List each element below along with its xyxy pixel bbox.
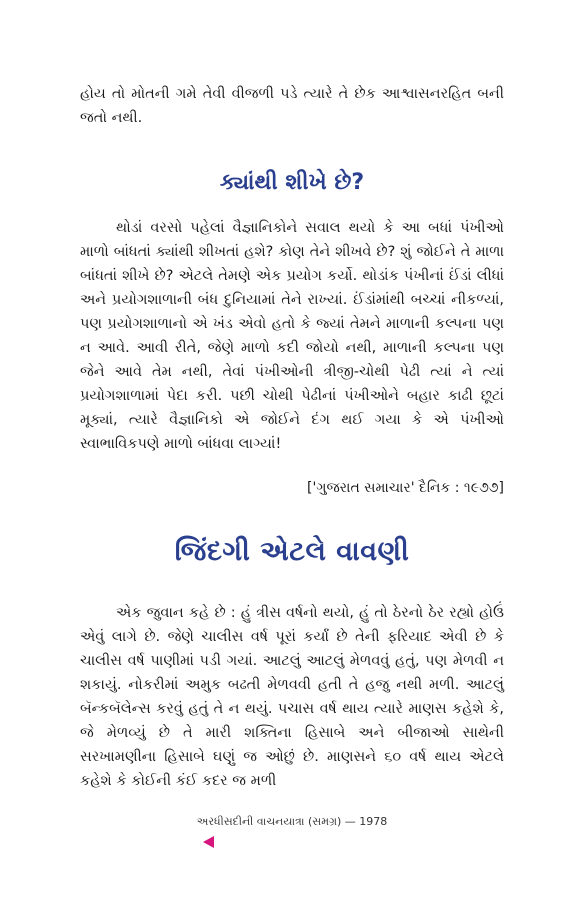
- page-footer: અરધીસદીની વાચનયાત્રા (સમગ્ર) — 1978: [196, 815, 388, 828]
- section1-body: થોડાં વરસો પહેલાં વૈજ્ઞાનિકોને સવાલ થયો કે આ બધાં પંખીઓ માળો બાંધતાં ક્યાંથી શીખતાં હશે? કોણ તેને શીખવે છે? શું જોઈને તે માળા બાંધતાં શીખે છે? એટલે તેમણે એક પ્રયોગ કર્યો. થોડાંક પંખીનાં ઈંડાં લીધાં અને પ્રયોગશાળાની બંધ દુનિયામાં તેને રાખ્યાં. ઈંડાંમાંથી બચ્ચાં નીકળ્યાં, પણ પ્રયોગશાળાનો એ ખંડ એવો હતો કે જ્યાં તેમને માળાની કલ્પના પણ ન આવે. આવી રીતે, જેણે માળો કદી જોયો નથી, માળાની કલ્પના પણ જેને આવે તેમ નથી, તેવાં પંખીઓની ત્રીજી-ચોથી પેઢી ત્યાં ને ત્યાં પ્રયોગશાળામાં પેદા કરી. પછી ચોથી પેઢીનાં પંખીઓને બહાર કાઢી છૂટાં મૂક્યાં, ત્યારે વૈજ્ઞાનિકો એ જોઈને દંગ થઈ ગયા કે એ પંખીઓ સ્વાભાવિકપણે માળો બાંધવા લાગ્યાં!: [80, 220, 504, 452]
- section2-body: એક જુવાન કહે છે : હું ત્રીસ વર્ષનો થયો, હું તો ઠેરનો ઠેર રહ્યો હોઉં એવું લાગે છે. જેણે ચાલીસ વર્ષ પૂરાં કર્યાં છે તેની ફરિયાદ એવી છે કે ચાલીસ વર્ષ પાણીમાં પડી ગયાં. આટલું આટલું મેળવવું હતું, પણ મેળવી ન શકાયું. નોકરીમાં અમુક બઢતી મેળવવી હતી તે હજુ નથી મળી. આટલું બૅન્કબૅલેન્સ કરવું હતું તે ન થયું. પચાસ વર્ષ થાય ત્યારે માણસ કહેશે કે, જે મેળવ્યું છે તે મારી શક્તિના હિસાબે અને બીજાઓ સાથેની સરખામણીના હિસાબે ઘણું જ ઓછું છે. માણસને ૬૦ વર્ષ થાય એટલે કહેશે કે કોઈની કંઈ કદર જ મળી: [80, 605, 504, 789]
- intro-paragraph: હોય તો મોતની ગમે તેવી વીજળી પડે ત્યારે તે છેક આશ્વાસનરહિત બની જતો નથી.: [80, 86, 504, 126]
- book-page: [80, 0, 504, 899]
- source-citation: ['ગુજરાત સમાચાર' દૈનિક : ૧૯૭૭]: [307, 480, 504, 496]
- triangle-left-icon[interactable]: [203, 836, 214, 848]
- section1-heading: ક્યાંથી શીખે છે?: [219, 170, 365, 195]
- section2-heading: જિંદગી એટલે વાવણી: [174, 536, 410, 567]
